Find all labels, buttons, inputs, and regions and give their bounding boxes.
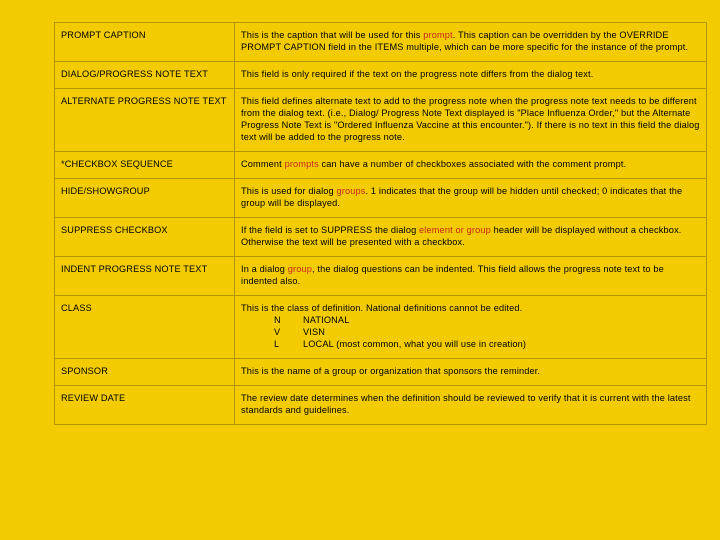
highlighted-term: prompts [284, 159, 319, 169]
description-text: If the field is set to SUPPRESS the dialog [241, 225, 420, 235]
field-description-cell [235, 62, 707, 89]
table-row [55, 386, 707, 425]
table-row [55, 89, 707, 152]
class-code: V [274, 327, 281, 337]
table-row [55, 179, 707, 218]
class-option [241, 338, 700, 350]
field-description-cell [235, 23, 707, 62]
field-name-cell: SUPPRESS CHECKBOX [55, 218, 235, 257]
highlighted-term: group [287, 264, 313, 274]
field-description-cell [235, 152, 707, 179]
description-text: This is the caption that will be used for this [241, 30, 424, 40]
field-name-cell: DIALOG/PROGRESS NOTE TEXT [55, 62, 235, 89]
description-text: This field defines alternate text to add to the progress note when the progress note text needs to be different from the dialog text. (i.e., Dialog/ Progress Note Text displayed is "Place Influenza Order," but the Alternate Progress Note Text is "Ordered Influenza Vaccine at this encounter."). If there is no text in this field the dialog text will be added to the progress note. [241, 96, 700, 142]
class-option [241, 314, 700, 326]
table-body [55, 23, 707, 425]
table-row [55, 218, 707, 257]
field-description-cell [235, 386, 707, 425]
class-label: VISN [303, 327, 326, 337]
field-description-cell [235, 359, 707, 386]
description-text: This is used for dialog [241, 186, 337, 196]
description-text: . 1 indicates that the group will be hidden until checked; 0 indicates that the group will be displayed. [241, 186, 683, 208]
table-row [55, 152, 707, 179]
field-name-cell: INDENT PROGRESS NOTE TEXT [55, 257, 235, 296]
class-code: L [274, 339, 280, 349]
highlighted-term: groups [336, 186, 366, 196]
description-text: header will be displayed without a checkbox. Otherwise the text will be presented with a checkbox. [241, 225, 682, 247]
field-description-cell [235, 296, 707, 359]
field-name-cell: REVIEW DATE [55, 386, 235, 425]
field-description-cell [235, 179, 707, 218]
field-name-cell: SPONSOR [55, 359, 235, 386]
fields-table [54, 22, 707, 425]
class-code: N [274, 315, 281, 325]
definition-fields-table [54, 22, 698, 425]
class-label: LOCAL (most common, what you will use in creation) [303, 339, 527, 349]
description-text: can have a number of checkboxes associated with the comment prompt. [318, 159, 627, 169]
field-name-cell: CLASS [55, 296, 235, 359]
description-text: Comment [241, 159, 285, 169]
description-text: In a dialog [241, 264, 288, 274]
description-text: , the dialog questions can be indented. This field allows the progress note text to be indented also. [241, 264, 664, 286]
field-description-cell [235, 257, 707, 296]
description-text: This field is only required if the text on the progress note differs from the dialog text. [241, 69, 594, 79]
field-name-cell: ALTERNATE PROGRESS NOTE TEXT [55, 89, 235, 152]
description-text: This is the class of definition. National definitions cannot be edited. [241, 303, 523, 313]
description-text: . This caption can be overridden by the OVERRIDE PROMPT CAPTION field in the ITEMS multiple, which can be more specific for the instance of the prompt. [241, 30, 689, 52]
table-row [55, 257, 707, 296]
field-description-cell [235, 218, 707, 257]
field-name-cell: PROMPT CAPTION [55, 23, 235, 62]
highlighted-term: element or group [419, 225, 491, 235]
description-text: This is the name of a group or organization that sponsors the reminder. [241, 366, 541, 376]
highlighted-term: prompt [423, 30, 453, 40]
class-label: NATIONAL [303, 315, 350, 325]
field-description-cell [235, 89, 707, 152]
field-name-cell: *CHECKBOX SEQUENCE [55, 152, 235, 179]
table-row [55, 359, 707, 386]
class-option [241, 326, 700, 338]
table-row [55, 62, 707, 89]
description-text: The review date determines when the definition should be reviewed to verify that it is current with the latest standards and guidelines. [241, 393, 691, 415]
field-name-cell: HIDE/SHOWGROUP [55, 179, 235, 218]
table-row [55, 296, 707, 359]
table-row [55, 23, 707, 62]
